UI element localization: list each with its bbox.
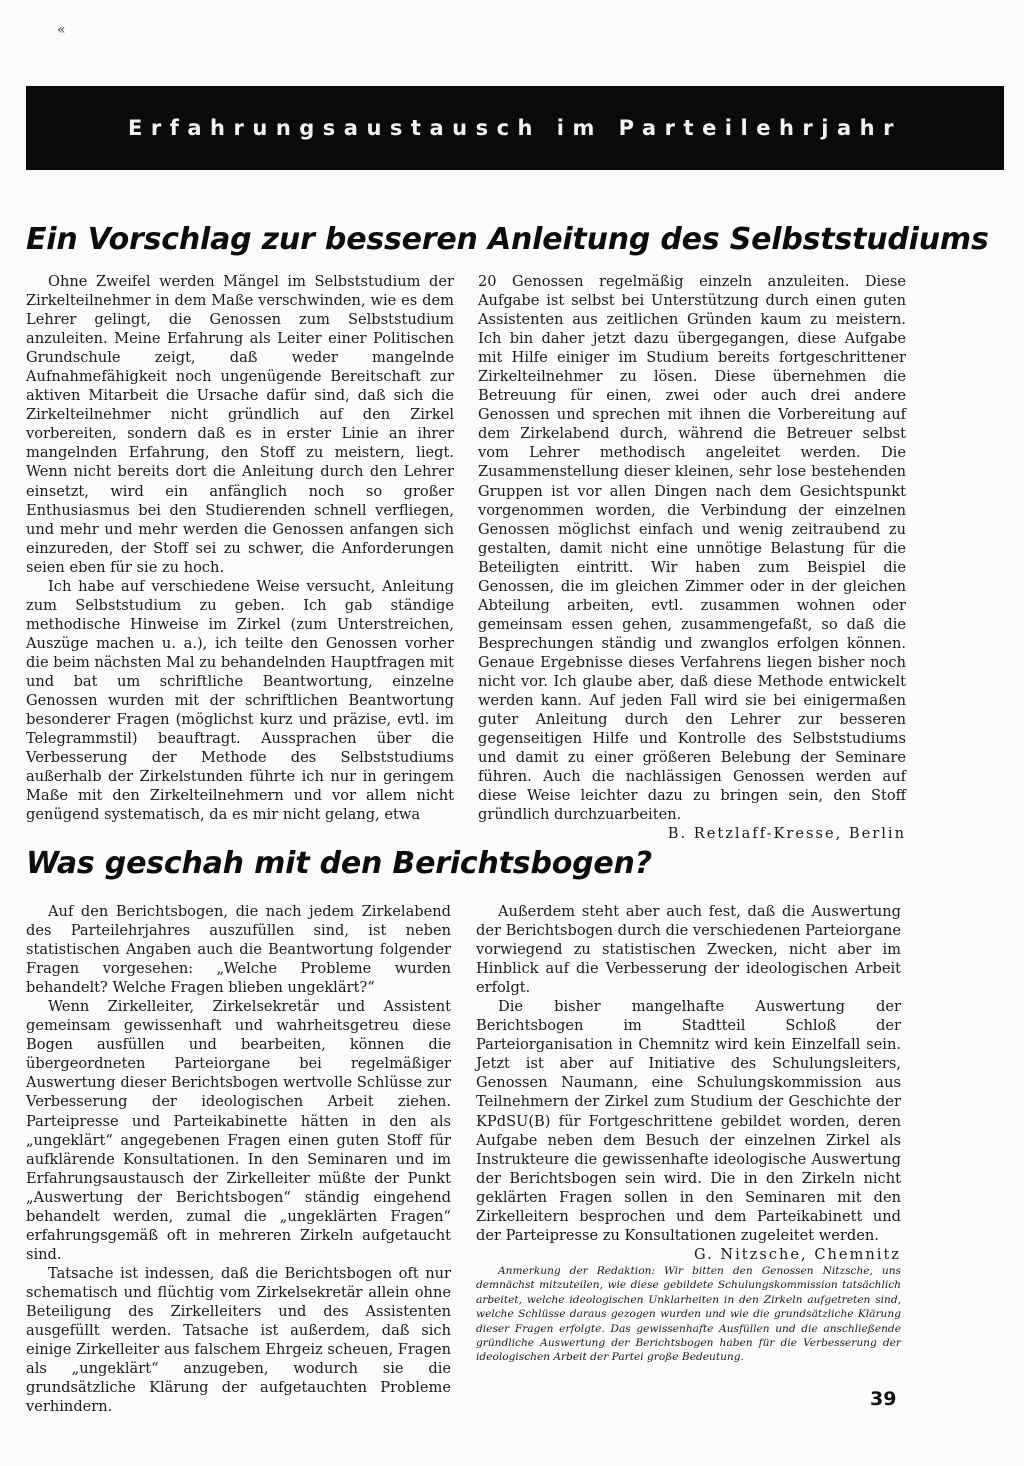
paragraph: Die bisher mangelhafte Auswertung der Berichtsbogen im Stadtteil Schloß der Parteiorganisation in Chemnitz wird kein Einzelfall sein. Jetzt ist aber auf Initiative des Schulungsleiters, Genossen Naumann, eine Schulungskommission aus Teilnehmern der Zirkel zum Studium der Geschichte der KPdSU(B) für Fortgeschrittene gebildet worden, deren Aufgabe neben dem Besuch der einzelnen Zirkel als Instrukteure die gewissenhafte ideologische Auswertung der Berichtsbogen sein wird. Die in den Zirkeln nicht geklärten Fragen sollen in den Seminaren mit den Zirkelleitern besprochen und dem Parteikabinett und der Parteipresse zu Konsultationen zugeleitet werden. — [476, 998, 901, 1244]
paragraph: Ohne Zweifel werden Mängel im Selbststudium der Zirkelteilnehmer in dem Maße verschwinden, wie es dem Lehrer gelingt, die Genossen zum Selbststudium anzuleiten. Meine Erfahrung als Leiter einer Politischen Grundschule zeigt, daß weder mangelnde Aufnahmefähigkeit noch ungenügende Bereitschaft zur aktiven Mitarbeit die Ursache dafür sind, daß sich die Zirkelteilnehmer nicht gründlich auf den Zirkel vorbereiten, sondern daß es in erster Linie an ihrer mangelnden Erfahrung, den Stoff zu meistern, liegt. Wenn nicht bereits dort die Anleitung durch den Lehrer einsetzt, wird ein anfänglich noch so großer Enthusiasmus bei den Studierenden schnell verfliegen, und mehr und mehr werden die Genossen anfangen sich einzureden, der Stoff sei zu schwer, die Anforderungen seien eben für sie zu hoch. — [26, 273, 454, 576]
article-1-left-column — [26, 272, 454, 824]
editor-note: Anmerkung der Redaktion: Wir bitten den Genossen Nitzsche, uns demnächst mitzuteilen, wie diese gebildete Schulungskommission tatsächlich arbeitet, welche ideologischen Unklarheiten in den Zirkeln aufgetreten sind, welche Schlüsse daraus gezogen wurden und wie die grundsätzliche Klärung dieser Fragen erfolgte. Das gewissenhafte Ausfüllen und die anschließende gründliche Auswertung der Berichtsbogen haben für die Verbesserung der ideologischen Arbeit der Partei große Bedeutung. — [476, 1264, 901, 1364]
page-number: 39 — [870, 1388, 897, 1410]
paragraph: Tatsache ist indessen, daß die Berichtsbogen oft nur schematisch und flüchtig vom Zirkelsekretär allein ohne Beteiligung des Zirkelleiters und des Assistenten ausgefüllt werden. Tatsache ist außerdem, daß sich einige Zirkelleiter aus falschem Ehrgeiz scheuen, Fragen als „ungeklärt“ anzugeben, wodurch sie die grundsätzliche Klärung der aufgetauchten Probleme verhindern. — [26, 1264, 451, 1416]
article-2-title: Was geschah mit den Berichtsbogen? — [26, 846, 652, 881]
paragraph: 20 Genossen regelmäßig einzeln anzuleiten. Diese Aufgabe ist selbst bei Unterstützung durch einen guten Assistenten aus zeitlichen Gründen kaum zu meistern. Ich bin daher jetzt dazu übergegangen, diese Aufgabe mit Hilfe einiger im Studium bereits fortgeschrittener Zirkelteilnehmer zu lösen. Diese übernehmen die Betreuung für einen, zwei oder auch drei andere Genossen und sprechen mit ihnen die Vorbereitung auf dem Zirkelabend durch, während die Betreuer selbst vom Lehrer methodisch angeleitet werden. Die Zusammenstellung dieser kleinen, sehr lose bestehenden Gruppen ist vor allen Dingen nach dem Gesichtspunkt vorgenommen worden, die Verbindung der einzelnen Genossen möglichst einfach und wenig zeitraubend zu gestalten, damit nicht eine unnötige Belastung für die Beteiligten eintritt. Wir haben zum Beispiel die Genossen, die im gleichen Zimmer oder in der gleichen Abteilung arbeiten, evtl. zusammen wohnen oder gemeinsam essen gehen, zusammengefaßt, so daß die Besprechungen ständig und zwanglos erfolgen können. Genaue Ergebnisse dieses Verfahrens liegen bisher noch nicht vor. Ich glaube aber, daß diese Methode entwickelt werden kann. Auf jeden Fall wird sie bei einigermaßen guter Anleitung durch den Lehrer zur besseren gegenseitigen Hilfe und Kontrolle des Selbststudiums und damit zu einer größeren Belebung der Seminare führen. Auch die nachlässigen Genossen werden auf diese Weise leichter dazu zu bringen sein, den Stoff gründlich durchzuarbeiten. — [478, 273, 906, 824]
section-banner: Erfahrungsaustausch im Parteilehrjahr — [26, 86, 1004, 170]
paragraph: Ich habe auf verschiedene Weise versucht, Anleitung zum Selbststudium zu geben. Ich gab ständige methodische Hinweise im Zirkel (zum Unterstreichen, Auszüge machen u. a.), ich teilte den Genossen vorher die beim nächsten Mal zu behandelnden Hauptfragen mit und bat um schriftliche Beantwortung, einzelne Genossen wurden mit der schriftlichen Beantwortung besonderer Fragen (möglichst kurz und präzise, evtl. im Telegrammstil) beauftragt. Aussprachen über die Verbesserung der Methode des Selbststudiums außerhalb der Zirkelstunden führte ich nur in geringem Maße mit den Zirkelteilnehmern und vor allem nicht genügend systematisch, da es mir nicht gelang, etwa — [26, 577, 454, 824]
article-2-right-column — [476, 902, 901, 1365]
paragraph: Wenn Zirkelleiter, Zirkelsekretär und Assistent gemeinsam gewissenhaft und wahrheitsgetreu diese Bogen ausfüllen und bearbeiten, können die übergeordneten Parteiorgane bei regelmäßiger Auswertung dieser Berichtsbogen wertvolle Schlüsse zur Verbesserung der ideologischen Arbeit ziehen. Parteipresse und Parteikabinette hätten in den als „ungeklärt“ angegebenen Fragen einen guten Stoff für aufklärende Konsultationen. In den Seminaren und im Erfahrungsaustausch der Zirkelleiter müßte der Punkt „Auswertung der Berichtsbogen“ ständig eingehend behandelt werden, zumal die „ungeklärten Fragen“ erfahrungsgemäß oft in mehreren Zirkeln aufgetaucht sind. — [26, 998, 451, 1263]
article-2-left-column — [26, 902, 451, 1416]
paragraph: Außerdem steht aber auch fest, daß die Auswertung der Berichtsbogen durch die verschiedenen Parteiorgane vorwiegend zu statistischen Zwecken, nicht aber im Hinblick auf die Verbesserung der ideologischen Arbeit erfolgt. — [476, 903, 902, 997]
corner-mark: « — [57, 22, 66, 38]
article-1-right-column — [478, 272, 906, 843]
article-1-signature: B. Retzlaff-Kresse, Berlin — [667, 825, 906, 843]
article-1-title: Ein Vorschlag zur besseren Anleitung des Selbststudiums — [26, 222, 989, 257]
paragraph: Auf den Berichtsbogen, die nach jedem Zirkelabend des Parteilehrjahres auszufüllen sind, ist neben statistischen Angaben auch die Beantwortung folgender Fragen vorgesehen: „Welche Probleme wurden behandelt? Welche Fragen blieben ungeklärt?“ — [26, 903, 451, 997]
article-2-signature: G. Nitzsche, Chemnitz — [693, 1245, 901, 1263]
